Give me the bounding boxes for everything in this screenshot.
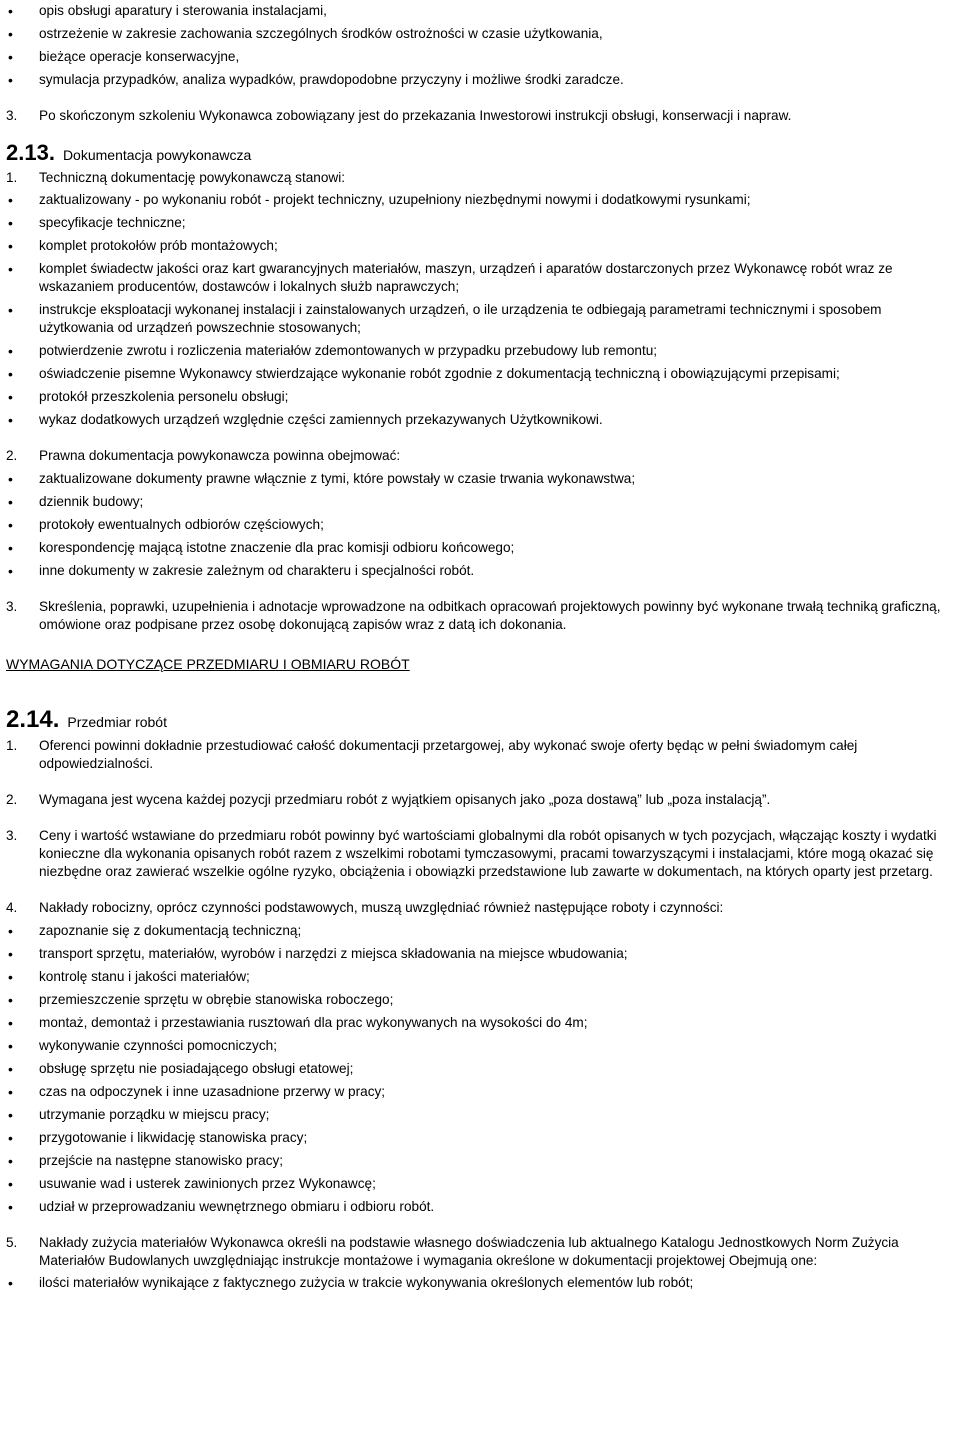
list-item: • wykonywanie czynności pomocniczych;: [0, 1037, 960, 1055]
list-item: • zaktualizowany - po wykonaniu robót - projekt techniczny, uzupełniony niezbędnymi nowymi i dodatkowymi rysunkami;: [0, 191, 960, 209]
paragraph-text: Nakłady robocizny, oprócz czynności podstawowych, muszą uwzględniać również następujące roboty i czynności:: [39, 900, 724, 915]
list-item: • inne dokumenty w zakresie zależnym od charakteru i specjalności robót.: [0, 562, 960, 580]
numbered-paragraph: [0, 598, 960, 634]
list-item: • korespondencję mającą istotne znaczenie dla prac komisji odbioru końcowego;: [0, 539, 960, 557]
paragraph-number: 1.: [6, 170, 18, 185]
materials-list: [0, 1274, 960, 1292]
section-number: 2.13.: [6, 140, 55, 165]
numbered-paragraph: [0, 827, 960, 881]
list-item: • ilości materiałów wynikające z faktycznego zużycia w trakcie wykonywania określonych elementów lub robót;: [0, 1274, 960, 1292]
list-item: • montaż, demontaż i przestawiania rusztowań dla prac wykonywanych na wysokości do 4m;: [0, 1014, 960, 1032]
section-title: Przedmiar robót: [67, 714, 167, 730]
technical-docs-list: [0, 191, 960, 429]
list-item: • zapoznanie się z dokumentacją techniczną;: [0, 922, 960, 940]
paragraph-number: 3.: [6, 599, 18, 614]
paragraph-text: Oferenci powinni dokładnie przestudiować całość dokumentacji przetargowej, aby wykonać swoje oferty będąc w pełni świadomym całej odpowiedzialności.: [39, 738, 858, 771]
list-item: • specyfikacje techniczne;: [0, 214, 960, 232]
list-item: • przejście na następne stanowisko pracy;: [0, 1152, 960, 1170]
paragraph-number: 2.: [6, 448, 18, 463]
labor-items-list: [0, 922, 960, 1216]
list-item: • udział w przeprowadzaniu wewnętrznego obmiaru i odbioru robót.: [0, 1198, 960, 1216]
list-item: • transport sprzętu, materiałów, wyrobów i narzędzi z miejsca składowania na miejsce wbudowania;: [0, 945, 960, 963]
paragraph-text: Techniczną dokumentację powykonawczą stanowi:: [39, 170, 346, 185]
list-item: • obsługę sprzętu nie posiadającego obsługi etatowej;: [0, 1060, 960, 1078]
list-item: • bieżące operacje konserwacyjne,: [0, 48, 960, 66]
list-item: • komplet świadectw jakości oraz kart gwarancyjnych materiałów, maszyn, urządzeń i aparatów dostarczonych przez Wykonawcę robót wraz ze wskazaniem producentów, dostawców i lokalnych służb naprawczych;: [0, 260, 960, 296]
paragraph-number: 4.: [6, 900, 18, 915]
section-title: Dokumentacja powykonawcza: [62, 147, 252, 163]
list-item: • potwierdzenie zwrotu i rozliczenia materiałów zdemontowanych w przypadku przebudowy lub remontu;: [0, 342, 960, 360]
list-item: • przemieszczenie sprzętu w obrębie stanowiska roboczego;: [0, 991, 960, 1009]
list-item: • usuwanie wad i usterek zawinionych przez Wykonawcę;: [0, 1175, 960, 1193]
requirements-heading: WYMAGANIA DOTYCZĄCE PRZEDMIARU I OBMIARU ROBÓT: [6, 656, 410, 672]
paragraph-text: Prawna dokumentacja powykonawcza powinna obejmować:: [39, 448, 401, 463]
numbered-paragraph: [0, 899, 960, 917]
list-item: • protokół przeszkolenia personelu obsługi;: [0, 388, 960, 406]
intro-list: [0, 2, 960, 89]
numbered-paragraph: [0, 107, 960, 125]
list-item: • czas na odpoczynek i inne uzasadnione przerwy w pracy;: [0, 1083, 960, 1101]
numbered-paragraph: [0, 169, 960, 187]
list-item: • komplet protokołów prób montażowych;: [0, 237, 960, 255]
list-item: • utrzymanie porządku w miejscu pracy;: [0, 1106, 960, 1124]
list-item: • symulacja przypadków, analiza wypadków, prawdopodobne przyczyny i możliwe środki zaradcze.: [0, 71, 960, 89]
legal-docs-list: [0, 470, 960, 580]
paragraph-number: 3.: [6, 108, 18, 123]
list-item: • przygotowanie i likwidację stanowiska pracy;: [0, 1129, 960, 1147]
paragraph-number: 3.: [6, 828, 18, 843]
list-item: • dziennik budowy;: [0, 493, 960, 511]
section-number: 2.14.: [6, 706, 60, 733]
paragraph-text: Ceny i wartość wstawiane do przedmiaru robót powinny być wartościami globalnymi dla robót opisanych w tych pozycjach, włączając koszty i wydatki konieczne dla wykonania opisanych robót razem z wszelkimi robotami tymczasowymi, pracami towarzyszącymi i instalacjami, które mogą okazać się niezbędne oraz zawierać wszelkie ogólne ryzyko, obciążenia i obowiązki przedstawione lub zawarte w dokumentach, na których oparty jest przetarg.: [39, 828, 937, 879]
paragraph-number: 1.: [6, 738, 18, 753]
list-item: • wykaz dodatkowych urządzeń względnie części zamiennych przekazywanych Użytkownikowi.: [0, 411, 960, 429]
list-item: • ostrzeżenie w zakresie zachowania szczególnych środków ostrożności w czasie użytkowania,: [0, 25, 960, 43]
list-item: • instrukcje eksploatacji wykonanej instalacji i zainstalowanych urządzeń, o ile urządzenia te odbiegają parametrami technicznymi i sposobem użytkowania od urządzeń powszechnie stosowanych;: [0, 301, 960, 337]
section-heading-2-14: [6, 706, 960, 734]
numbered-paragraph: [0, 1234, 960, 1270]
numbered-paragraph: [0, 447, 960, 465]
list-item: • kontrolę stanu i jakości materiałów;: [0, 968, 960, 986]
paragraph-text: Skreślenia, poprawki, uzupełnienia i adnotacje wprowadzone na odbitkach opracowań projektowych powinny być wykonane trwałą techniką graficzną, omówione oraz podpisane przez osobę dokonującą zapisów wraz z datą ich dokonania.: [39, 599, 941, 632]
list-item: • oświadczenie pisemne Wykonawcy stwierdzające wykonanie robót zgodnie z dokumentacją techniczną i obowiązującymi przepisami;: [0, 365, 960, 383]
list-item: • zaktualizowane dokumenty prawne włącznie z tymi, które powstały w czasie trwania wykonawstwa;: [0, 470, 960, 488]
paragraph-number: 5.: [6, 1235, 18, 1250]
paragraph-text: Nakłady zużycia materiałów Wykonawca określi na podstawie własnego doświadczenia lub aktualnego Katalogu Jednostkowych Norm Zużycia Materiałów Budowlanych uwzględniając instrukcje montażowe i wymagania określone w dokumentacji projektowej Obejmują one:: [39, 1235, 899, 1268]
section-heading-2-13: [6, 140, 960, 166]
numbered-paragraph: [0, 791, 960, 809]
paragraph-text: Wymagana jest wycena każdej pozycji przedmiaru robót z wyjątkiem opisanych jako „poza dostawą” lub „poza instalacją”.: [39, 792, 771, 807]
paragraph-text: Po skończonym szkoleniu Wykonawca zobowiązany jest do przekazania Inwestorowi instrukcji obsługi, konserwacji i napraw.: [39, 108, 792, 123]
list-item: • protokoły ewentualnych odbiorów częściowych;: [0, 516, 960, 534]
paragraph-number: 2.: [6, 792, 18, 807]
list-item: • opis obsługi aparatury i sterowania instalacjami,: [0, 2, 960, 20]
numbered-paragraph: [0, 737, 960, 773]
